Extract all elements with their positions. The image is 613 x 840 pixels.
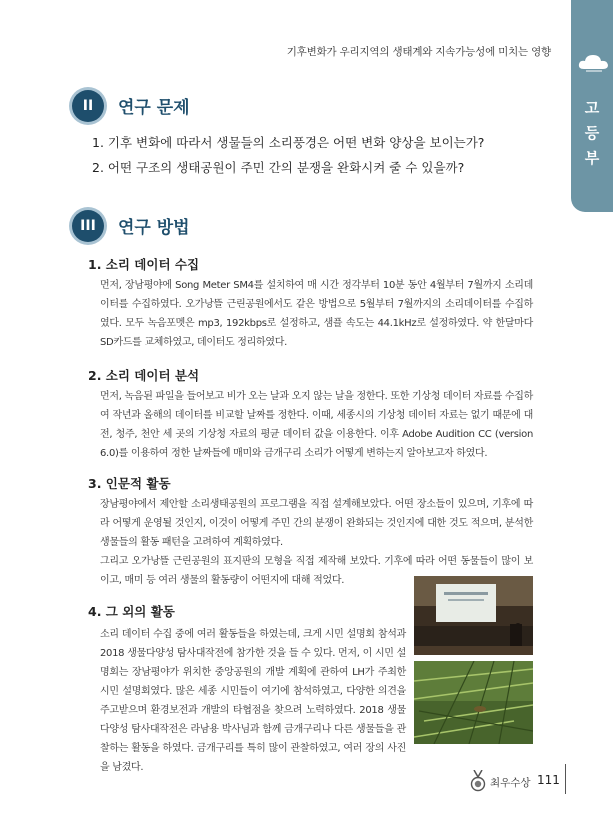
section-badge: III [72,210,104,242]
award-label: 최우수상 [490,777,531,789]
side-tab-char: 고 [584,99,600,117]
side-tab-char: 부 [584,149,600,167]
section-badge: II [72,90,104,122]
footer-divider [565,764,566,794]
page-number: 111 [537,773,560,787]
side-tab-char: 등 [584,124,600,142]
subsection-heading: 3. 인문적 활동 [88,476,171,491]
subsection-heading: 4. 그 외의 활동 [88,604,175,619]
subsection-heading: 2. 소리 데이터 분석 [88,368,200,383]
research-question: 1. 기후 변화에 따라서 생물들의 소리풍경은 어떤 변화 양상을 보이는가? [92,135,485,150]
paragraph: 소리 데이터 수집 중에 여러 활동들을 하였는데, 크게 시민 설명회 참석과 2018 생물다양성 탐사대작전에 참가한 것을 들 수 있다. 먼저, 이 시민 설명회는 장남평야가 위치한 중앙공원의 개발 계획에 관하여 LH가 주최한 시민 설명회였다. 많은 세종 시민들이 여기에 참석하였고, 다양한 의견을 주고받으며 환경보전과 개발의 타협점을 찾으려 노력하였다. 2018 생물다양성 탐사대작전은 라남용 박사님과 함께 금개구리나 다른 생물들을 관찰하는 활동을 하였다. 금개구리를 특히 많이 관찰하였고, 여러 장의 사진을 남겼다. [100,629,406,773]
side-tab-label [571,96,613,171]
medal-icon [470,770,486,792]
photo-citizen-briefing [414,576,533,655]
research-question: 2. 어떤 구조의 생태공원이 주민 간의 분쟁을 완화시켜 줄 수 있을까? [92,160,465,175]
paragraph: 먼저, 녹음된 파일을 들어보고 비가 오는 날과 오지 않는 날을 정한다. 또한 기상청 데이터 자료를 수집하여 작년과 올해의 데이터를 비교할 날짜를 정한다. 이때, 세종시의 기상청 데이터 자료는 없기 때문에 대전, 청주, 천안 세 곳의 기상청 자료의 평균 데이터 값을 이용한다. 이후 Adobe Audition CC (version 6.0)를 이용하여 정한 날짜들에 매미와 금개구리 소리가 어떻게 변하는지 알아보고자 하였다. [100,391,533,459]
paragraph: 그리고 오가낭뜰 근린공원의 표지판의 모형을 직접 제작해 보았다. 기후에 따라 어떤 동물들이 많이 보이고, 매미 등 여러 생물의 활동량이 어떤지에 대해 적었다. [100,556,533,586]
section-title: 연구 방법 [118,218,190,238]
paragraph: 장남평야에서 제안할 소리생태공원의 프로그램을 직접 설계해보았다. 어떤 장소들이 있으며, 기후에 따라 어떻게 운영될 것인지, 이것이 어떻게 주민 간의 분쟁이 완화되는 것인지에 대한 것도 적으며, 분석한 생물들의 활동 패턴을 고려하여 계획하였다. [100,499,533,548]
cloud-icon [577,52,609,72]
paragraph: 먼저, 장남평야에 Song Meter SM4를 설치하여 매 시간 정각부터 10분 동안 4월부터 7월까지 소리데이터를 수집하였다. 오가낭뜰 근린공원에서도 같은 방법으로 5월부터 7월까지의 소리데이터를 수집하였다. 모두 녹음포멧은 mp3, 192kbps로 설정하고, 샘플 속도는 44.1kHz로 설정하였다. 약 한달마다 SD카드를 교체하였고, 데이터도 정리하였다. [100,280,534,348]
photo-rice-field [414,661,533,744]
section-title: 연구 문제 [118,98,190,118]
running-header: 기후변화가 우리지역의 생태계와 지속가능성에 미치는 영향 [286,46,551,58]
subsection-heading: 1. 소리 데이터 수집 [88,257,200,272]
side-tab [571,0,613,212]
